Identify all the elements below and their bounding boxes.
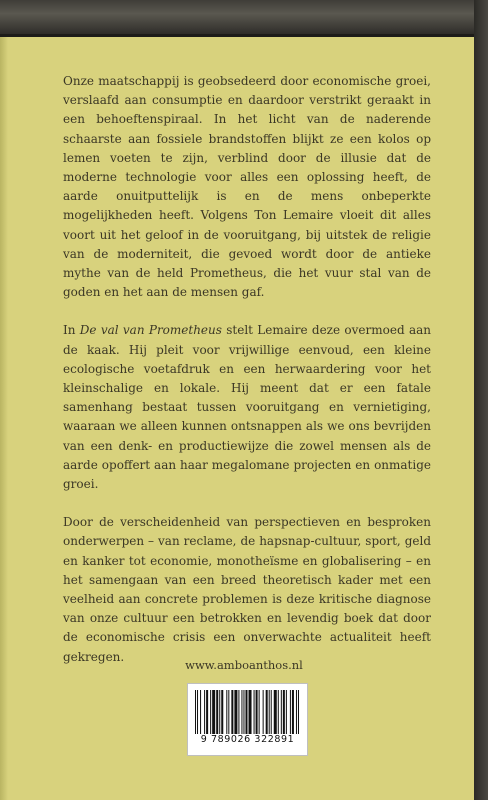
barcode-bar <box>234 690 237 734</box>
barcode-bar <box>256 690 258 734</box>
paragraph-2-rest: stelt Lemaire deze overmoed aan de kaak. Hij pleit voor vrijwillige eenvoud, een kleine ecologische voetafdruk en een herwaardering voor het kleinschalige en lokale. Hij meent dat er een fatale samenhang bestaat tussen vooruitgang en vernietiging, waaraan we alleen kunnen ontsnappen als we ons bevrijden van een denk- en productiewijze die zowel mensen als de aarde opoffert aan haar megalomane projecten en onmatige groei. <box>63 323 431 492</box>
spine-shadow <box>0 0 8 800</box>
barcode-bar <box>221 690 223 734</box>
barcode-bar <box>274 690 277 734</box>
barcode-bar <box>206 690 208 734</box>
blurb-text <box>63 72 431 686</box>
blurb-paragraph-2 <box>63 321 431 494</box>
barcode-bar <box>292 690 294 734</box>
barcode-bar <box>200 690 201 734</box>
barcode-bar <box>219 690 220 734</box>
barcode-bar <box>241 690 242 734</box>
barcode-bar <box>298 690 299 734</box>
barcode-bar <box>278 690 279 734</box>
blurb-paragraph-3: Door de verscheidenheid van perspectieven en besproken onderwerpen – van reclame, de hapsnap-cultuur, sport, geld en kanker tot economie, monotheïsme en globalisering – en het samengaan van een breed theoretisch kader met een veelheid aan concrete problemen is deze kritische diagnose van onze cultuur een betrokken en levendig boek dat door de economische crisis een onverwachte actualiteit heeft gekregen. <box>63 515 431 664</box>
barcode-bar <box>271 690 272 734</box>
barcode-bar <box>269 690 270 734</box>
barcode-bar <box>259 690 260 734</box>
top-binding-edge <box>0 34 488 37</box>
barcode-bar <box>228 690 229 734</box>
barcode-bar <box>210 690 211 734</box>
barcode-bar <box>212 690 215 734</box>
barcode-bar <box>238 690 239 734</box>
barcode-bar <box>290 690 291 734</box>
isbn-number: 9 789026 322891 <box>200 734 295 745</box>
barcode-bar <box>296 690 297 734</box>
right-edge-binding <box>474 0 488 800</box>
barcode-bar <box>249 690 252 734</box>
barcode-bar <box>243 690 244 734</box>
barcode-label <box>187 683 308 756</box>
barcode-bar <box>226 690 227 734</box>
barcode-bar <box>266 690 268 734</box>
barcode-bar <box>254 690 255 734</box>
barcode-bar <box>195 690 196 734</box>
barcode-bar <box>216 690 218 734</box>
top-binding-band <box>0 0 488 34</box>
barcode-image <box>195 690 300 734</box>
barcode-bar <box>204 690 205 734</box>
paragraph-2-intro: In <box>63 323 80 338</box>
barcode-bar <box>263 690 264 734</box>
barcode-bar <box>283 690 285 734</box>
publisher-website: www.amboanthos.nl <box>185 658 303 672</box>
barcode-bar <box>231 690 233 734</box>
barcode-bar <box>281 690 282 734</box>
barcode-bar <box>197 690 198 734</box>
barcode-bar <box>245 690 247 734</box>
blurb-paragraph-1: Onze maatschappij is geobsedeerd door economische groei, verslaafd aan consumptie en daardoor verstrikt geraakt in een behoeftenspiraal. In het licht van de naderende schaarste aan fossiele brandstoffen blijkt ze een kolos op lemen voeten te zijn, verblind door de illusie dat de moderne technologie voor alles een oplossing heeft, de aarde onuitputtelijk is en de mens onbeperkte mogelijkheden heeft. Volgens Ton Lemaire vloeit dit alles voort uit het geloof in de vooruitgang, bij uitstek de religie van de moderniteit, die gevoed wordt door de antieke mythe van de held Prometheus, die het vuur stal van de goden en het aan de mensen gaf. <box>63 74 431 300</box>
barcode-bar <box>286 690 287 734</box>
book-title: De val van Prometheus <box>79 323 222 338</box>
